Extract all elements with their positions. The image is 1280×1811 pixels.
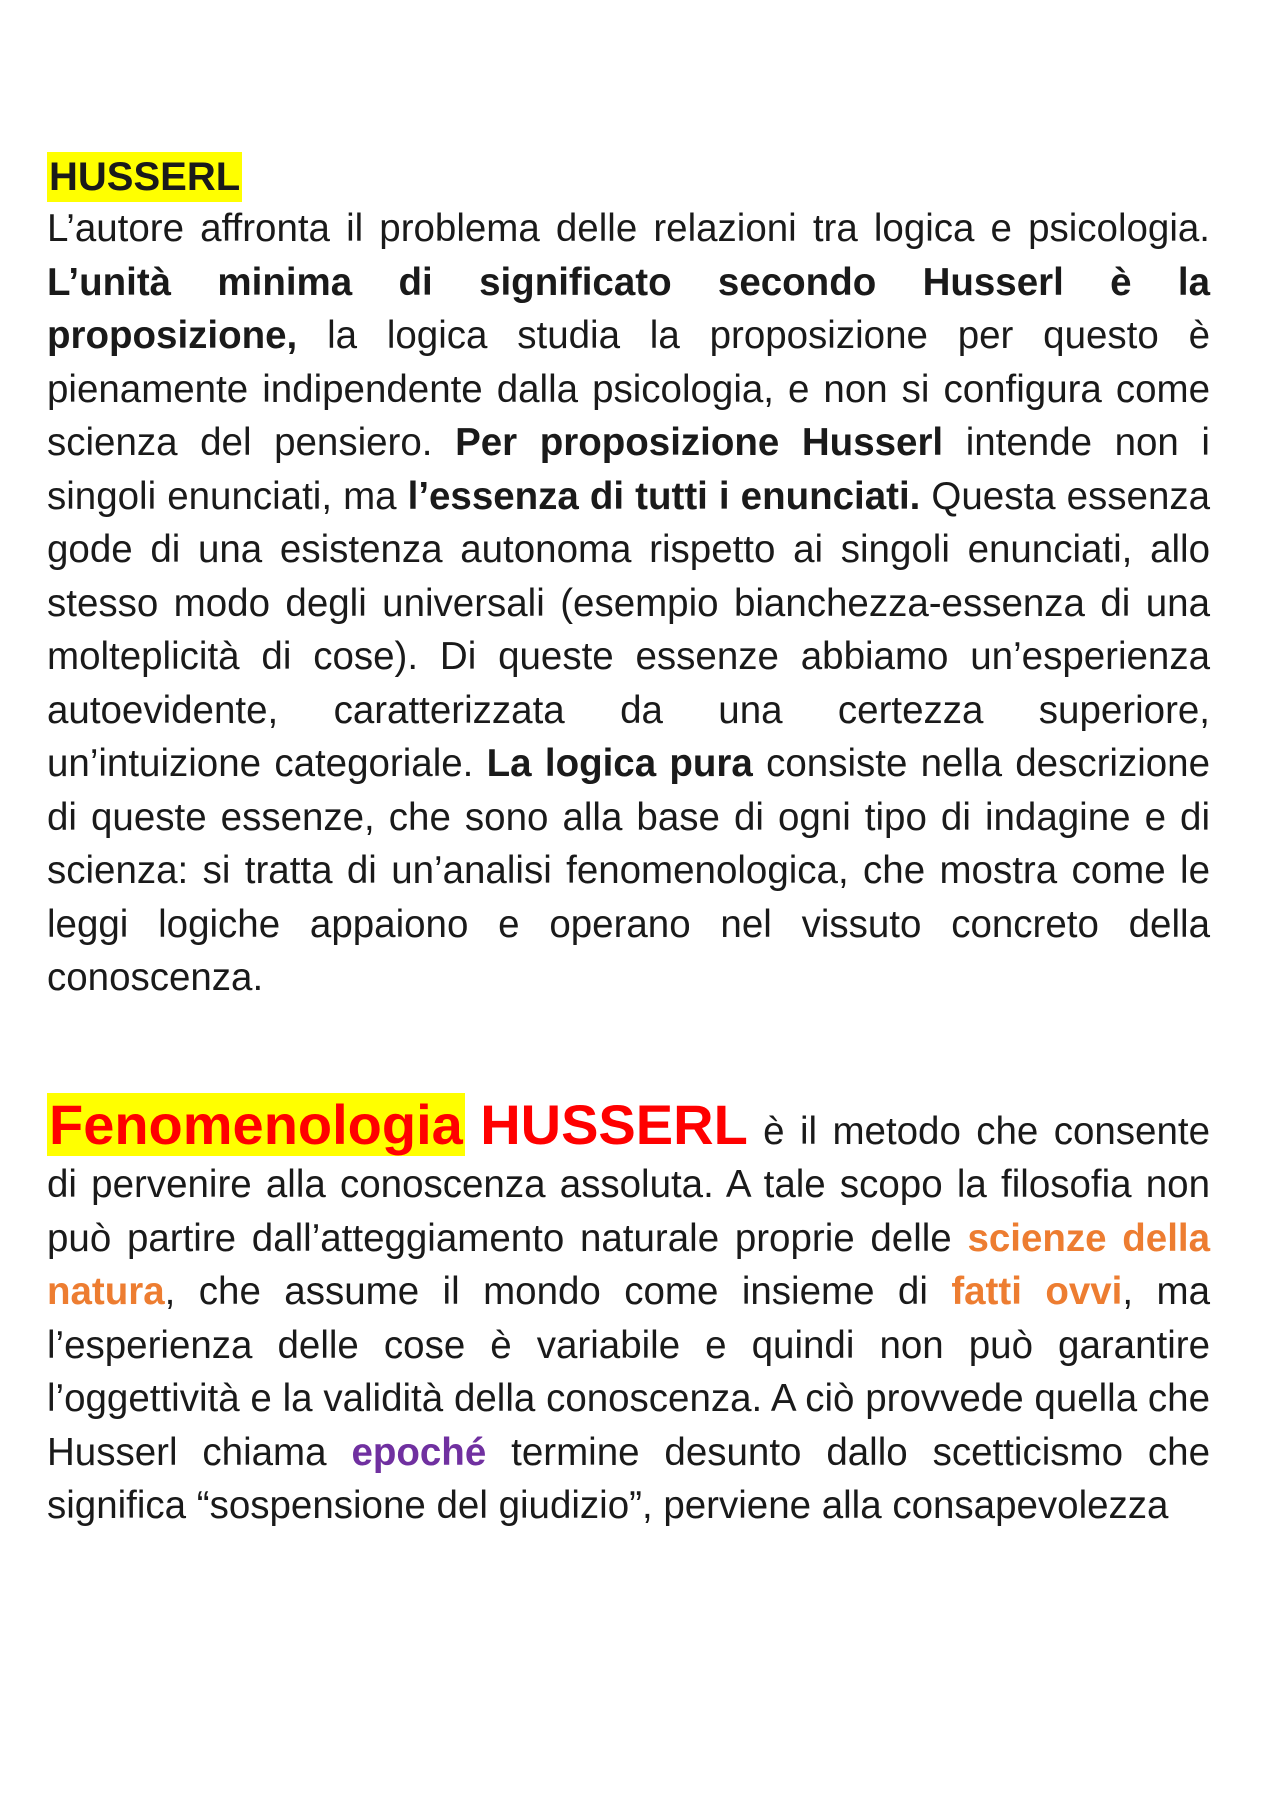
text-run: , che assume il mondo come insieme di (164, 1270, 952, 1313)
paragraph-phenomenology (47, 1093, 1210, 1533)
term-highlight: fatti ovvi (951, 1270, 1123, 1313)
text-run: intende non i singoli enunciati, ma (47, 421, 1210, 518)
text-run: termine desunto dallo scetticismo che significa “sospensione del giudizio”, perviene alla consapevolezza (47, 1430, 1210, 1527)
paragraph-logic (47, 202, 1210, 1005)
heading-fenomenologia: Fenomenologia (49, 1092, 463, 1156)
term-epoche: epoché (351, 1430, 487, 1474)
section-phenomenology (47, 1093, 1210, 1533)
section-title: HUSSERL (47, 152, 242, 202)
bold-run: Per proposizione Husserl (455, 421, 944, 464)
text-run: la logica studia la proposizione per questo è pienamente indipendente dalla psicologia, e non si configura come scienza del pensiero. (47, 314, 1210, 464)
term-highlight: scienze della natura (47, 1216, 1210, 1313)
bold-run: l’essenza di tutti i enunciati. (407, 474, 921, 518)
bold-run: L’unità minima di significato secondo Husserl è la proposizione, (47, 260, 1210, 357)
heading-husserl: HUSSERL (480, 1092, 748, 1156)
text-run: Questa essenza gode di una esistenza autonoma rispetto ai singoli enunciati, allo stesso modo degli universali (esempio bianchezza-essenza di una molteplicità di cose). Di queste essenze abbiamo un’esperienza autoevidente, caratterizzata da una certezza superiore, un’intuizione categoriale. (47, 474, 1211, 785)
text-run: è il metodo che consente di pervenire alla conoscenza assoluta. A tale scopo la filosofia non può partire dall’atteggiamento naturale proprie delle (47, 1109, 1210, 1260)
document-page (47, 152, 1210, 1533)
text-run: , ma l’esperienza delle cose è variabile e quindi non può garantire l’oggettività e la validità della conoscenza. A ciò provvede quella che Husserl chiama (47, 1270, 1210, 1474)
text-run: consiste nella descrizione di queste essenze, che sono alla base di ogni tipo di indagine e di scienza: si tratta di un’analisi fenomenologica, che mostra come le leggi logiche appaiono e operano nel vissuto concreto della conoscenza. (47, 742, 1211, 999)
bold-run: La logica pura (486, 742, 753, 785)
text-run: L’autore affronta il problema delle relazioni tra logica e psicologia. (47, 207, 1210, 250)
section-husserl-logic (47, 152, 1210, 1005)
